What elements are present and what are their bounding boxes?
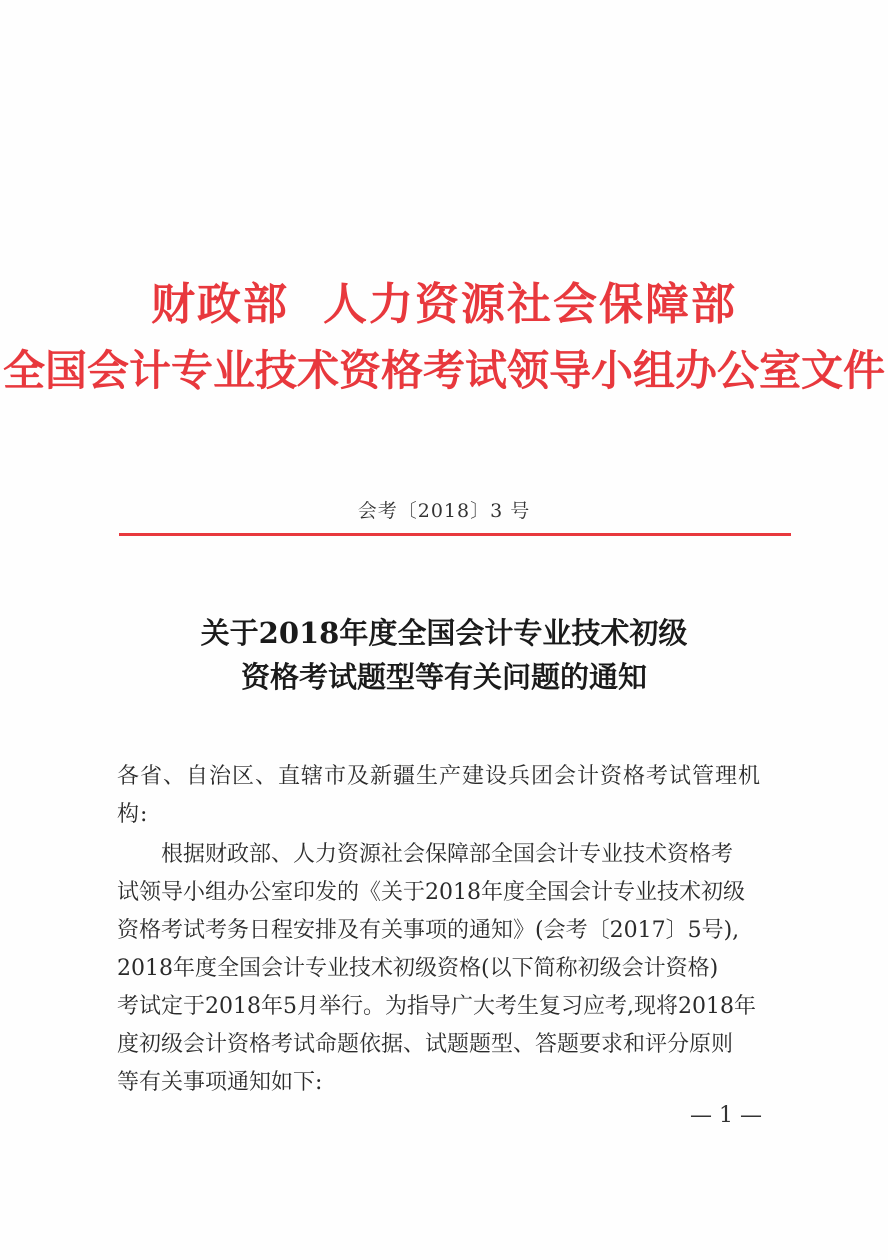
body-line: 试领导小组办公室印发的《关于2018年度全国会计专业技术初级 (117, 880, 745, 905)
notice-title-line-1: 关于2018年度全国会计专业技术初级 (200, 616, 688, 650)
issuer-ministry-of-human-resources: 人力资源社会保障部 (323, 279, 737, 330)
addressee-line-1: 各省、自治区、直辖市及新疆生产建设兵团会计资格考试管理机 (117, 764, 762, 789)
red-separator-rule (119, 533, 791, 536)
body-line: 考试定于2018年5月举行。为指导广大考生复习应考,现将2018年 (117, 994, 756, 1019)
body-paragraph (117, 836, 797, 1102)
body-line: 等有关事项通知如下: (117, 1070, 323, 1095)
addressee (117, 758, 797, 834)
body-line: 资格考试考务日程安排及有关事项的通知》(会考〔2017〕5号), (117, 918, 740, 943)
addressee-line-2: 构: (117, 802, 149, 827)
document-number: 会考〔2018〕3 号 (357, 500, 531, 522)
red-header-issuers (0, 268, 888, 332)
body-line: 2018年度全国会计专业技术初级资格(以下简称初级会计资格) (117, 956, 719, 981)
issuer-ministry-of-finance: 财政部 (151, 279, 289, 330)
body-line: 根据财政部、人力资源社会保障部全国会计专业技术资格考 (117, 842, 734, 867)
notice-title-line-2: 资格考试题型等有关问题的通知 (240, 660, 647, 694)
page-number: — 1 — (690, 1103, 762, 1128)
body-line: 度初级会计资格考试命题依据、试题题型、答题要求和评分原则 (117, 1032, 734, 1057)
red-header-office-title: 全国会计专业技术资格考试领导小组办公室文件 (2, 346, 885, 395)
